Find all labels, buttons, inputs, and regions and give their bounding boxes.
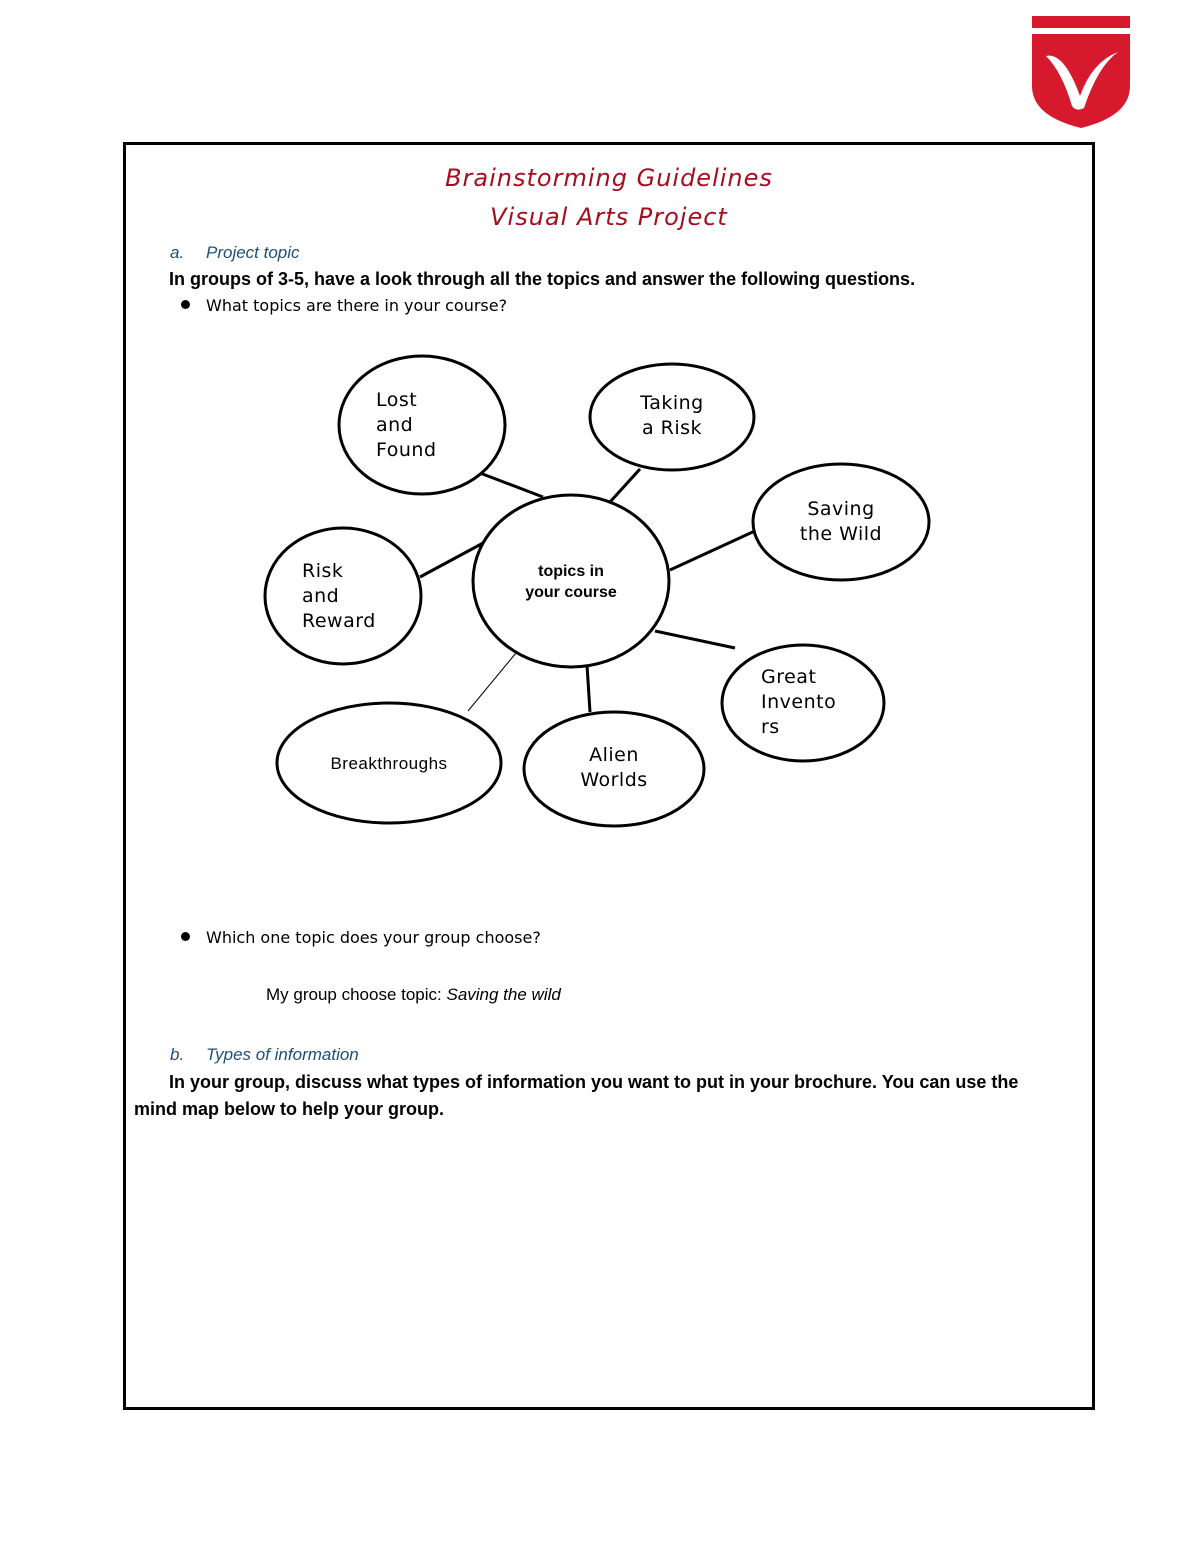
section-b-letter: b.	[170, 1045, 185, 1064]
section-b-instruction-2: mind map below to help your group.	[134, 1099, 444, 1119]
node-label-line: the Wild	[799, 523, 883, 545]
node-risk-and-reward	[302, 559, 376, 634]
node-label-line: Great	[761, 666, 817, 688]
question-1-text: What topics are there in your course?	[206, 296, 508, 315]
node-lost-and-found	[376, 388, 437, 463]
node-label-line: Alien	[589, 744, 639, 766]
node-label-line: and	[376, 414, 414, 436]
node-taking-a-risk	[622, 391, 722, 441]
node-label-line: Worlds	[580, 769, 648, 791]
node-label-line: a Risk	[641, 417, 703, 439]
node-label-line: Found	[376, 439, 437, 461]
connector-taking-a-risk	[610, 469, 640, 502]
section-a-instruction: In groups of 3-5, have a look through all the topics and answer the following questions.	[169, 269, 916, 289]
connector-breakthroughs	[468, 653, 516, 711]
answer-topic: Saving the wild	[446, 985, 561, 1004]
connector-alien-worlds	[587, 665, 590, 712]
title-line-1: Brainstorming Guidelines	[445, 164, 773, 192]
section-a-letter: a.	[170, 243, 185, 262]
connector-great-inventors	[655, 631, 735, 648]
node-label-line: Risk	[302, 560, 344, 582]
node-label-line: Lost	[376, 389, 418, 411]
section-a-label: Project topic	[206, 243, 300, 262]
node-label-line: and	[302, 585, 340, 607]
section-b-instruction-1: In your group, discuss what types of information you want to put in your brochure. You can use the	[169, 1072, 1019, 1092]
node-label-line: Taking	[640, 392, 704, 414]
node-center-topics	[501, 561, 641, 603]
center-label-line-1: topics in	[538, 563, 604, 580]
node-label-line: Reward	[302, 610, 376, 632]
connector-lost-and-found	[480, 473, 543, 497]
node-label-line: Invento	[761, 691, 837, 713]
node-alien-worlds	[564, 743, 664, 793]
section-b-label: Types of information	[206, 1045, 359, 1064]
title-line-2: Visual Arts Project	[490, 203, 728, 231]
node-label-line: Breakthroughs	[330, 754, 448, 773]
node-breakthroughs	[299, 751, 479, 776]
node-label-line: rs	[761, 716, 780, 738]
center-label-line-2: your course	[525, 584, 617, 601]
answer-prefix: My group choose topic:	[266, 985, 447, 1004]
connector-saving-the-wild	[670, 530, 757, 570]
node-label-line: Saving	[807, 498, 875, 520]
node-great-inventors	[761, 665, 836, 740]
node-saving-the-wild	[786, 497, 896, 547]
question-2-text: Which one topic does your group choose?	[206, 928, 541, 947]
